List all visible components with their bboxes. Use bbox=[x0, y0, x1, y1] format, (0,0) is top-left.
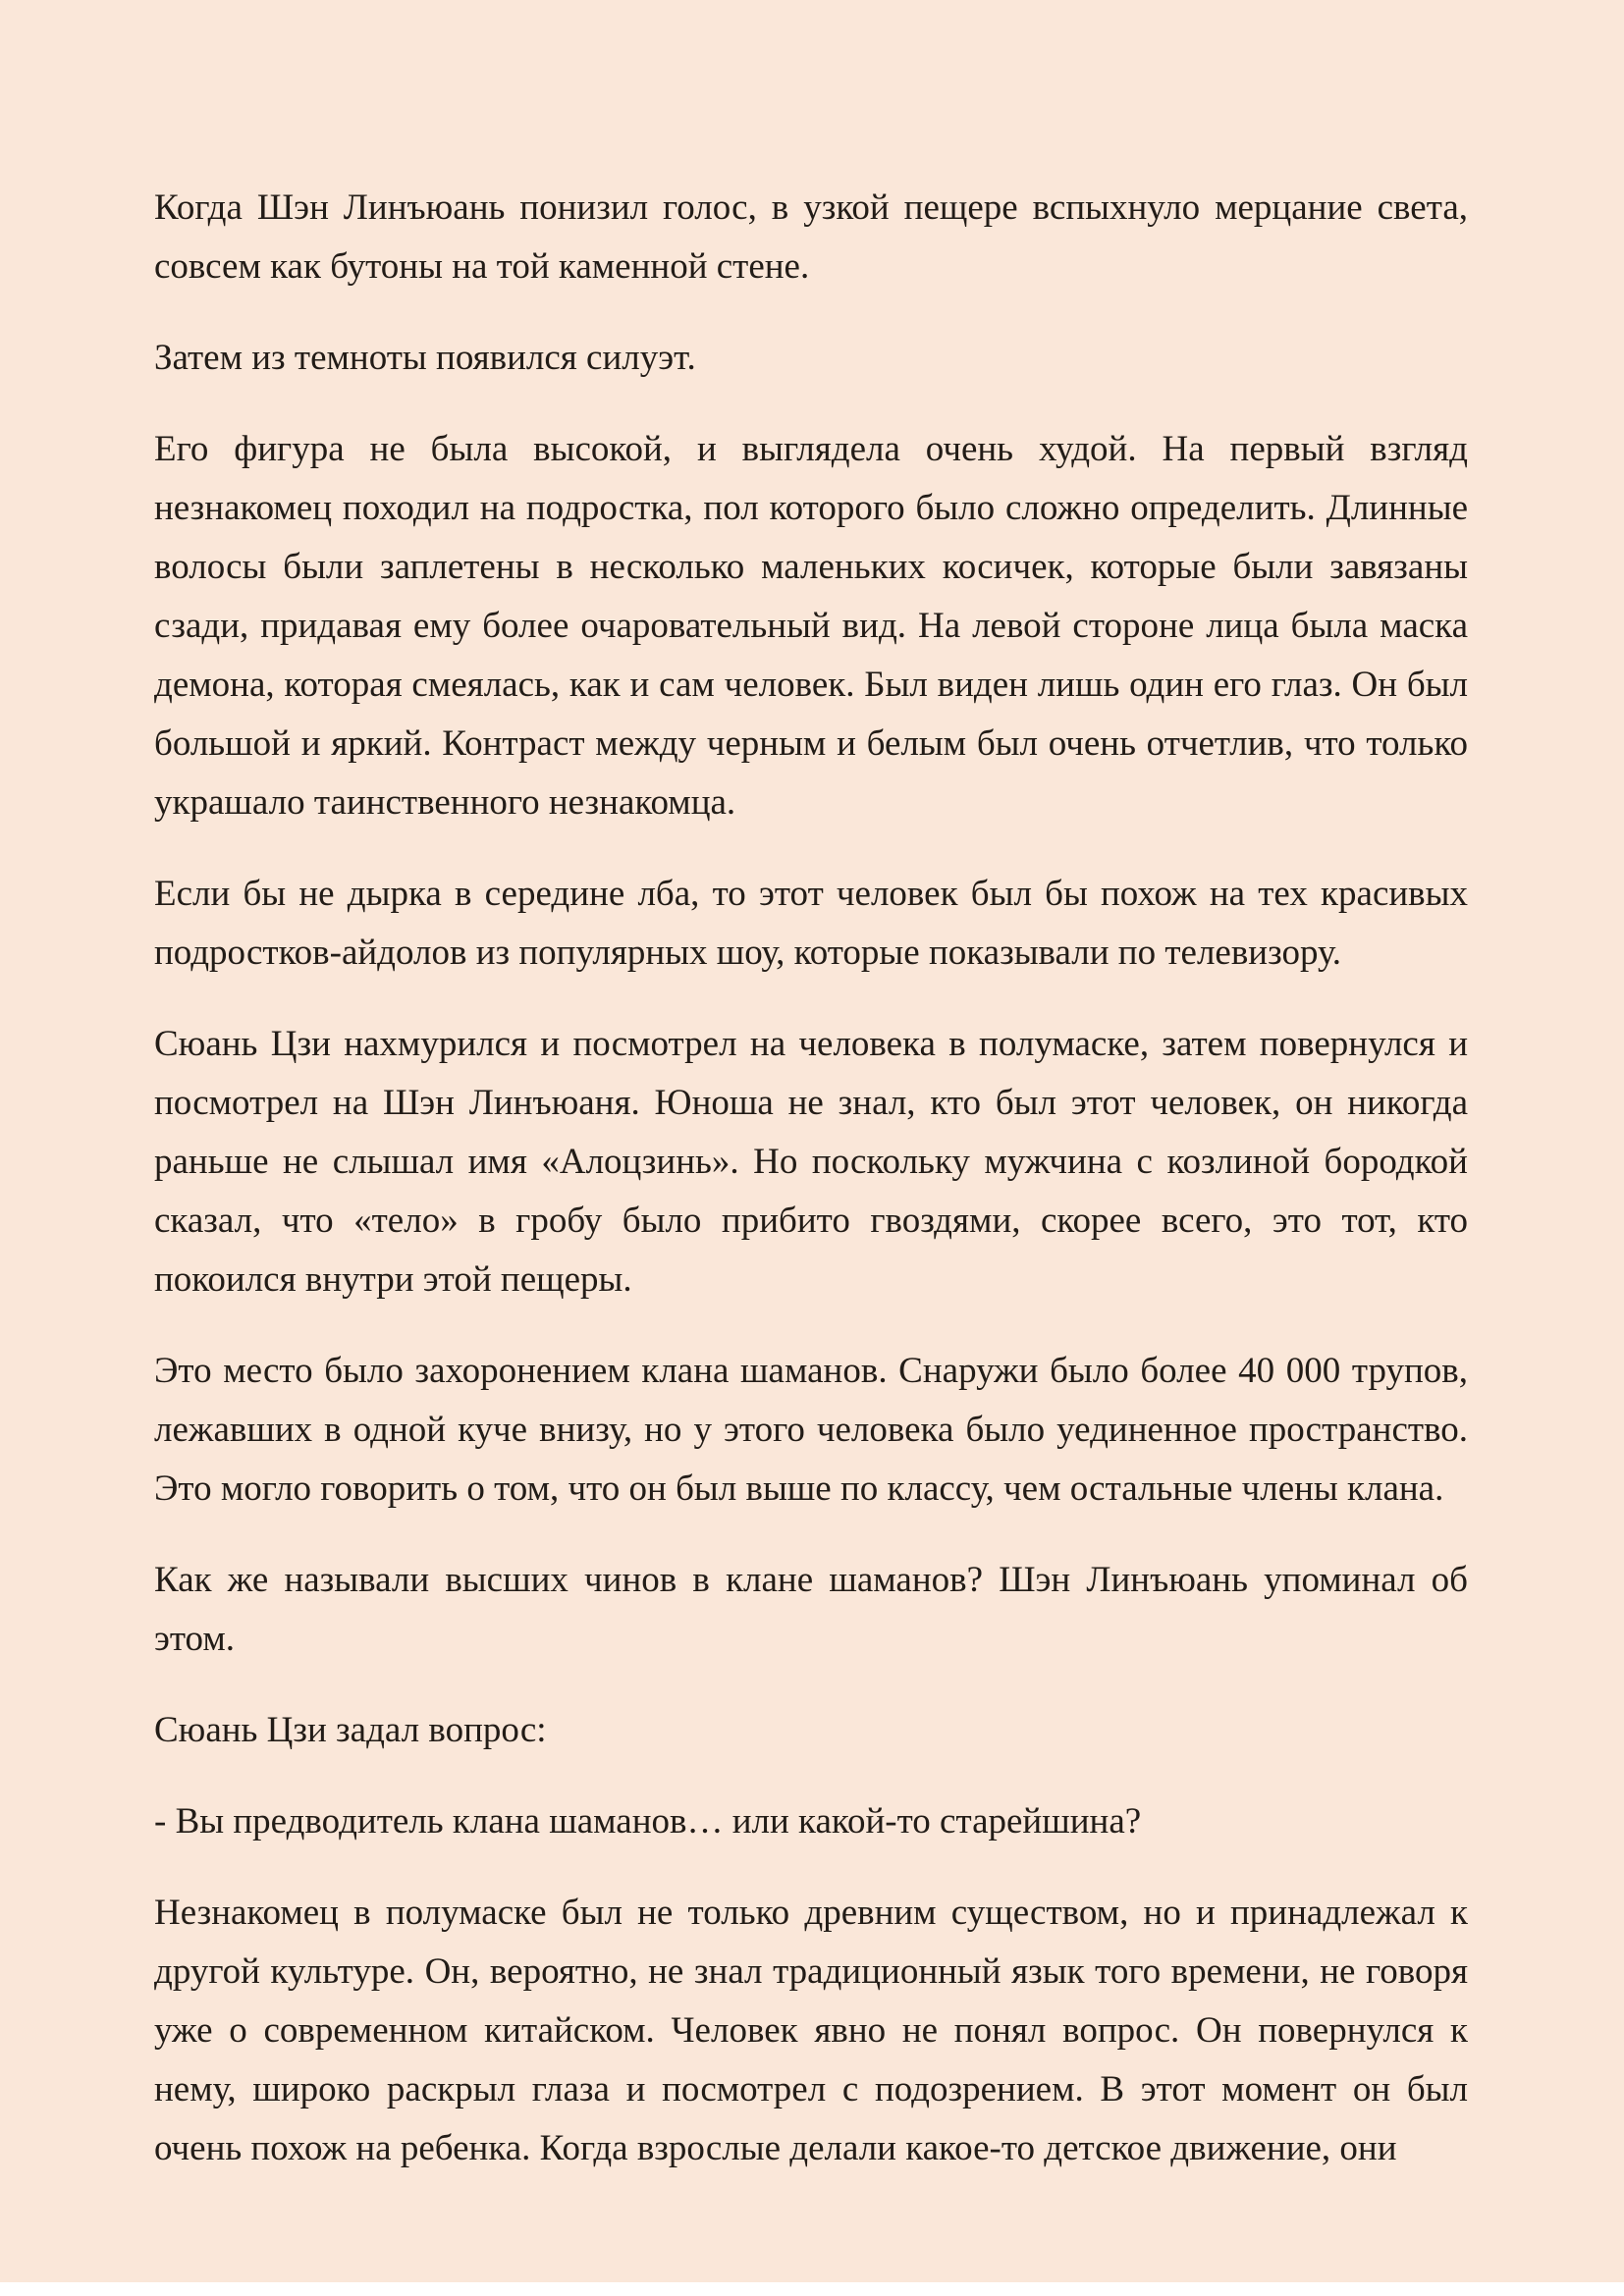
paragraph: Его фигура не была высокой, и выглядела очень худой. На первый взгляд незнакомец походил на подростка, пол которого было сложно определить. Длинные волосы были заплетены в несколько маленьких косичек, которые были завязаны сзади, придавая ему более очаровательный вид. На левой стороне лица была маска демона, которая смеялась, как и сам человек. Был виден лишь один его глаз. Он был большой и яркий. Контраст между черным и белым был очень отчетлив, что только украшало таинственного незнакомца. bbox=[154, 429, 1468, 823]
paragraph: Как же называли высших чинов в клане шаманов? Шэн Линъюань упоминал об этом. bbox=[154, 1560, 1468, 1659]
paragraph: Сюань Цзи нахмурился и посмотрел на человека в полумаске, затем повернулся и посмотрел на Шэн Линъюаня. Юноша не знал, кто был этот человек, он никогда раньше не слышал имя «Алоцзинь». Но поскольку мужчина с козлиной бородкой сказал, что «тело» в гробу было прибито гвоздями, скорее всего, это тот, кто покоился внутри этой пещеры. bbox=[154, 1024, 1468, 1300]
paragraph: Если бы не дырка в середине лба, то этот человек был бы похож на тех красивых подростков-айдолов из популярных шоу, которые показывали по телевизору. bbox=[154, 874, 1468, 973]
paragraph: Незнакомец в полумаске был не только древним существом, но и принадлежал к другой культуре. Он, вероятно, не знал традиционный язык того времени, не говоря уже о современном китайском. Человек явно не понял вопрос. Он повернулся к нему, широко раскрыл глаза и посмотрел с подозрением. В этот момент он был очень похож на ребенка. Когда взрослые делали какое-то детское движение, они bbox=[154, 1893, 1468, 2168]
paragraph: Затем из темноты появился силуэт. bbox=[154, 338, 696, 378]
page-bottom-strip bbox=[0, 2282, 1624, 2296]
paragraph: Сюань Цзи задал вопрос: bbox=[154, 1710, 547, 1750]
paragraph: Это место было захоронением клана шаманов. Снаружи было более 40 000 трупов, лежавших в одной куче внизу, но у этого человека было уединенное пространство. Это могло говорить о том, что он был выше по классу, чем остальные члены клана. bbox=[154, 1351, 1468, 1509]
paragraph: - Вы предводитель клана шаманов… или какой-то старейшина? bbox=[154, 1801, 1142, 1842]
paragraph: Когда Шэн Линъюань понизил голос, в узкой пещере вспыхнуло мерцание света, совсем как бутоны на той каменной стене. bbox=[154, 187, 1468, 287]
